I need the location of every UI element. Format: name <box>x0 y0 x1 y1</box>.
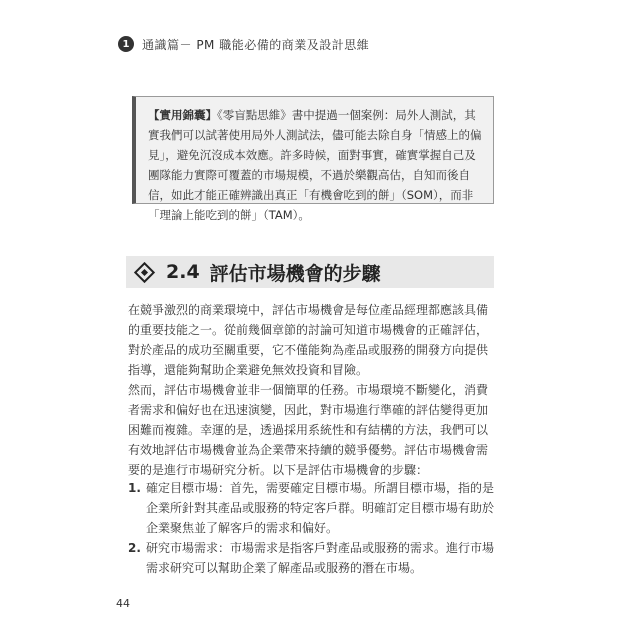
tip-box <box>132 96 494 222</box>
tip-box-text: 《零盲點思維》書中提過一個案例：局外人測試，其實我們可以試著使用局外人測試法，儘可能去除自身「情感上的偏見」，避免沉沒成本效應。許多時候，面對事實，確實掌握自己及團隊能力實際可覆蓋的市場規模，不過於樂觀高估，自知而後自信，如此才能正確辨識出真正「有機會吃到的餅」（SOM），而非「理論上能吃到的餅」（TAM）。 <box>148 108 482 222</box>
section-title: 評估市場機會的步驟 <box>209 262 381 285</box>
section-heading <box>126 256 494 288</box>
body-paragraph: 在競爭激烈的商業環境中，評估市場機會是每位產品經理都應該具備的重要技能之一。從前幾個章節的討論可知道市場機會的正確評估，對於產品的成功至關重要，它不僅能夠為產品或服務的開發方向提供指導，還能夠幫助企業避免無效投資和冒險。 <box>128 303 489 377</box>
section-number: 2.4 <box>166 261 200 283</box>
list-item-text: 研究市場需求：市場需求是指客戶對產品或服務的需求。進行市場需求研究可以幫助企業了解產品或服務的潛在市場。 <box>146 541 495 575</box>
running-header <box>118 33 369 55</box>
tip-box-label: 【實用錦囊】 <box>148 108 217 122</box>
body-paragraph: 然而，評估市場機會並非一個簡單的任務。市場環境不斷變化，消費者需求和偏好也在迅速演變，因此，對市場進行準確的評估變得更加困難而複雜。幸運的是，透過採用系統性和有結構的方法，我們可以有效地評估市場機會並為企業帶來持續的競爭優勢。評估市場機會需要的是進行市場研究分析。以下是評估市場機會的步驟： <box>128 383 489 477</box>
page-number: 44 <box>116 597 130 610</box>
running-header-text: 通識篇－ PM 職能必備的商業及設計思維 <box>142 37 370 52</box>
list-item-number: 1. <box>128 481 141 495</box>
chapter-number-badge: 1 <box>118 36 134 52</box>
list-item <box>128 478 496 538</box>
diamond-icon <box>134 261 155 282</box>
list-item-text: 確定目標市場：首先，需要確定目標市場。所謂目標市場，指的是企業所針對其產品或服務的特定客戶群。明確訂定目標市場有助於企業聚焦並了解客戶的需求和偏好。 <box>146 481 495 535</box>
list-item <box>128 538 496 578</box>
list-item-number: 2. <box>128 541 141 555</box>
